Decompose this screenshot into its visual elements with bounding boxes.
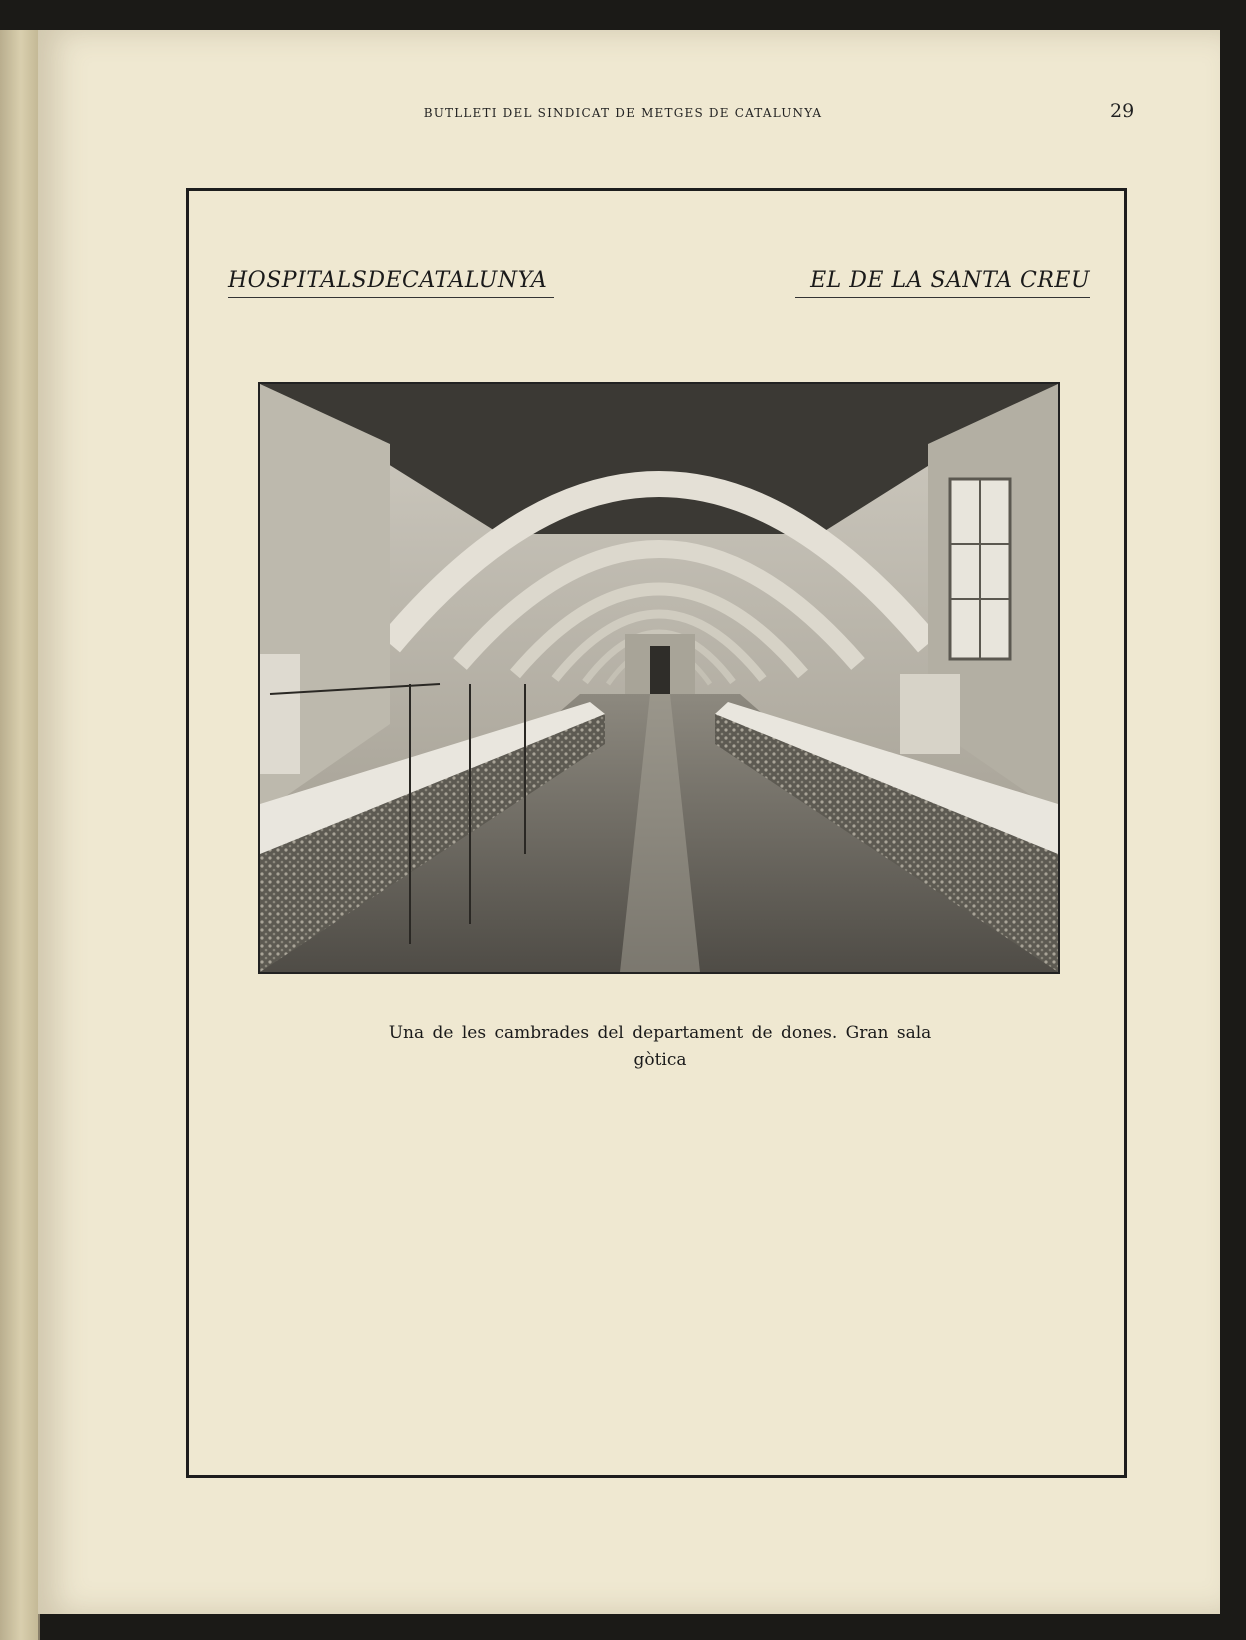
running-head: BUTLLETI DEL SINDICAT DE METGES DE CATALUNYA bbox=[423, 106, 823, 120]
book-spine bbox=[0, 30, 40, 1640]
section-heading-left: HOSPITALSDECATALUNYA bbox=[228, 268, 554, 298]
section-heading-right: EL DE LA SANTA CREU bbox=[795, 268, 1090, 298]
caption-line-1: Una de les cambrades del departament de dones. Gran sala bbox=[388, 1023, 932, 1043]
page-number: 29 bbox=[1110, 100, 1135, 122]
photo-caption bbox=[300, 1020, 1020, 1074]
ward-photograph bbox=[258, 382, 1060, 974]
caption-line-2: gòtica bbox=[633, 1050, 687, 1070]
